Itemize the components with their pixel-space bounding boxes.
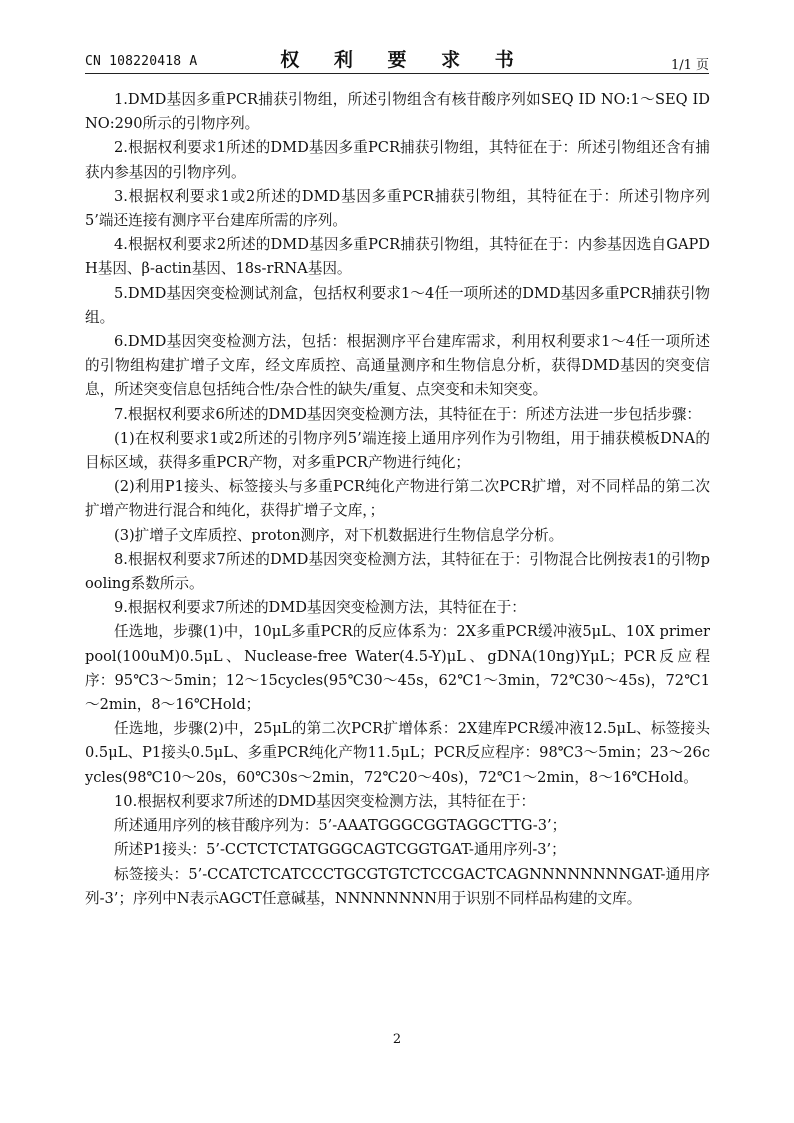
claims-body [85,88,710,911]
claim-9-option-2: 任选地，步骤(2)中，25μL的第二次PCR扩增体系：2X建库PCR缓冲液12.5μL、标签接头0.5μL、P1接头0.5μL、多重PCR纯化产物11.5μL；PCR反应程序：98℃3～5min；23～26cycles(98℃10～20s，60℃30s～2min，72℃20～40s)，72℃1～2min，8～16℃Hold。 [85,720,710,786]
claim-8: 8.根据权利要求7所述的DMD基因突变检测方法，其特征在于：引物混合比例按表1的引物pooling系数所示。 [85,550,710,593]
claim-6: 6.DMD基因突变检测方法，包括：根据测序平台建库需求，利用权利要求1～4任一项所述的引物组构建扩增子文库，经文库质控、高通量测序和生物信息分析，获得DMD基因的突变信息，所述突变信息包括纯合性/杂合性的缺失/重复、点突变和未知突变。 [85,333,710,399]
claim-3: 3.根据权利要求1或2所述的DMD基因多重PCR捕获引物组，其特征在于：所述引物序列5’端还连接有测序平台建库所需的序列。 [85,187,710,230]
claim-4: 4.根据权利要求2所述的DMD基因多重PCR捕获引物组，其特征在于：内参基因选自GAPDH基因、β-actin基因、18s-rRNA基因。 [85,236,710,278]
document-title: 权 利 要 求 书 [280,49,528,71]
page-header [85,44,709,74]
claim-10-p1-adapter: 所述P1接头：5’-CCTCTCTATGGGCAGTCGGTGAT-通用序列-3’； [114,841,566,859]
page-count: 1/1 页 [670,58,709,73]
claim-10: 10.根据权利要求7所述的DMD基因突变检测方法，其特征在于： [114,792,536,810]
claim-7-step-2: (2)利用P1接头、标签接头与多重PCR纯化产物进行第二次PCR扩增，对不同样品的第二次扩增产物进行混合和纯化，获得扩增子文库，； [85,478,710,520]
claim-1: 1.DMD基因多重PCR捕获引物组，所述引物组含有核苷酸序列如SEQ ID NO:1～SEQ ID NO:290所示的引物序列。 [85,91,710,133]
claim-5: 5.DMD基因突变检测试剂盒，包括权利要求1～4任一项所述的DMD基因多重PCR捕获引物组。 [85,284,710,326]
claim-7: 7.根据权利要求6所述的DMD基因突变检测方法，其特征在于：所述方法进一步包括步骤： [114,405,701,423]
claim-7-step-3: (3)扩增子文库质控、proton测序，对下机数据进行生物信息学分析。 [114,526,564,544]
claim-2: 2.根据权利要求1所述的DMD基因多重PCR捕获引物组，其特征在于：所述引物组还含有捕获内参基因的引物序列。 [85,139,710,181]
page-number: 2 [392,1032,402,1047]
header-rule [85,73,709,74]
claim-7-step-1: (1)在权利要求1或2所述的引物序列5’端连接上通用序列作为引物组，用于捕获模板DNA的目标区域，获得多重PCR产物，对多重PCR产物进行纯化； [85,429,710,472]
claim-9: 9.根据权利要求7所述的DMD基因突变检测方法，其特征在于： [114,599,526,617]
claim-10-barcode-adapter: 标签接头：5’-CCATCTCATCCCTGCGTGTCTCCGACTCAGNNNNNNNNGAT-通用序列-3’；序列中N表示AGCT任意碱基，NNNNNNNN用于识别不同样品构建的文库。 [85,865,710,907]
claim-9-option-1: 任选地，步骤(1)中，10μL多重PCR的反应体系为：2X多重PCR缓冲液5μL、10X primer pool(100uM)0.5μL、Nuclease-free Water(4.5-Y)μL、gDNA(10ng)YμL；PCR反应程序：95℃3～5min；12～15cycles(95℃30～45s，62℃1～3min，72℃30～45s)，72℃1～2min，8～16℃Hold； [85,623,710,714]
publication-number: CN 108220418 A [85,54,198,69]
claim-10-universal-sequence: 所述通用序列的核苷酸序列为：5’-AAATGGGCGGTAGGCTTG-3’； [114,817,567,835]
